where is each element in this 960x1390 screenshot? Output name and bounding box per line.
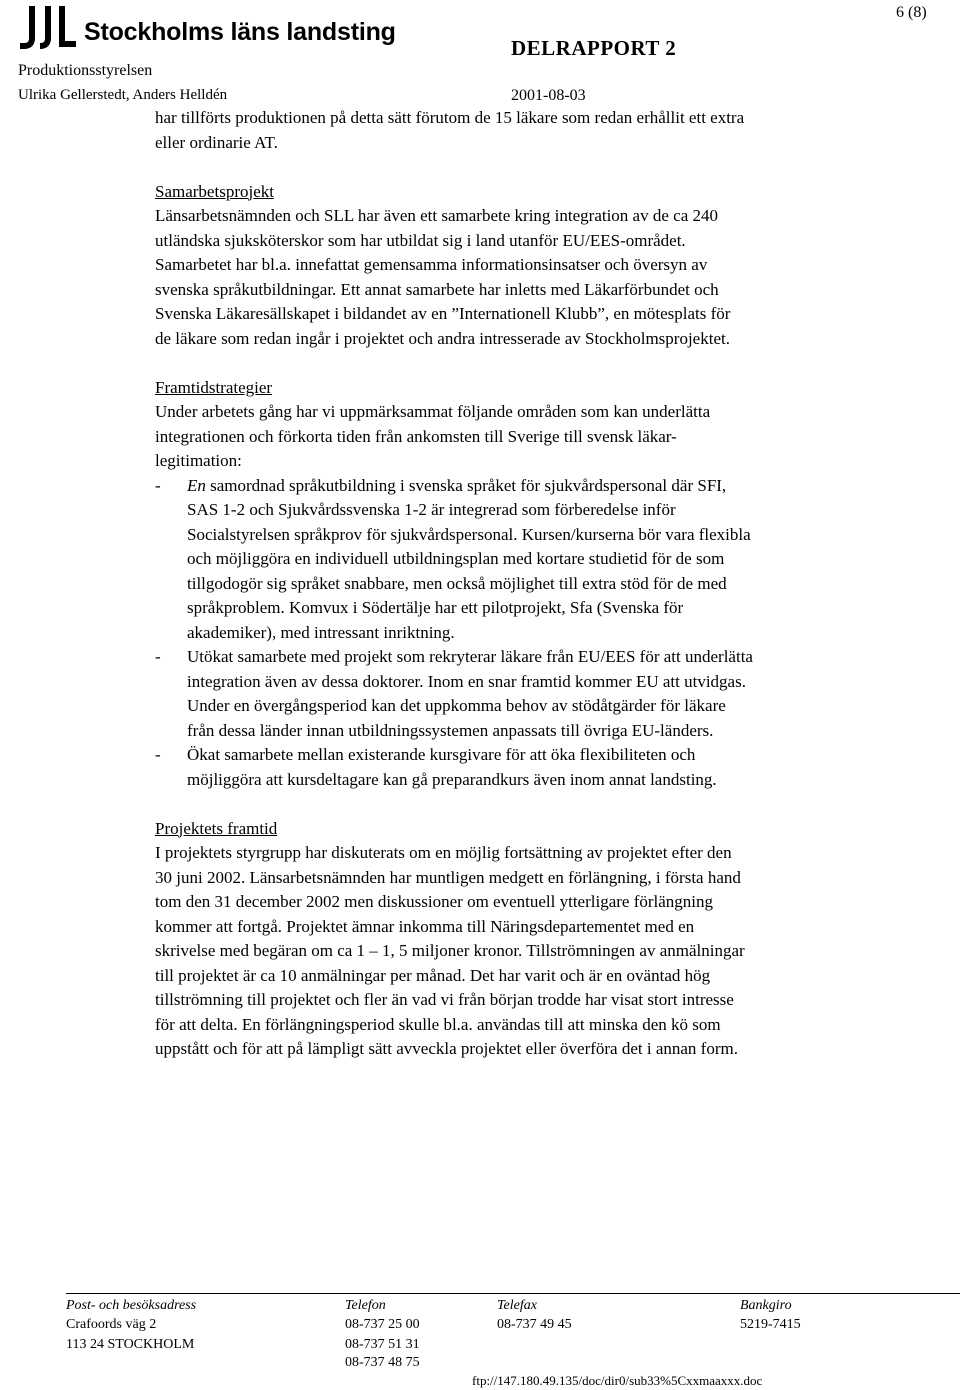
section-heading-projekt: Projektets framtid <box>155 818 278 838</box>
authors: Ulrika Gellerstedt, Anders Helldén <box>18 87 228 103</box>
footer-address-line: 113 24 STOCKHOLM <box>66 1337 195 1352</box>
footer-address-line: Crafoords väg 2 <box>66 1317 157 1332</box>
bullet-dash: - <box>155 647 161 666</box>
report-date: 2001-08-03 <box>511 87 586 104</box>
paragraph-line: utländska sjuksköterskor som har utbildat sig i land utanför EU/EES-området. <box>155 230 686 250</box>
bullet-dash: - <box>155 475 161 495</box>
paragraph-line: svenska språkutbildningar. Ett annat samarbete har inletts med Läkarförbundet och <box>155 279 719 299</box>
paragraph-line: Samarbetet har bl.a. innefattat gemensamma informationsinsatser och översyn av <box>155 255 708 274</box>
bullet-item <box>155 645 915 743</box>
bullet-item <box>155 474 915 646</box>
intro-line: har tillförts produktionen på detta sätt förutom de 15 läkare som redan erhållit ett extra <box>155 108 745 127</box>
bullet-line: tillgodogör sig språket snabbare, men också möjlighet till extra stöd för de med <box>187 573 727 593</box>
bullet-line: och möjliggöra en individuell utbildningsplan med kortare studietid för de som <box>187 549 725 568</box>
bullet-item <box>155 743 915 792</box>
bullet-lead: En <box>187 475 206 495</box>
paragraph-line: för att delta. En förlängningsperiod skulle bl.a. användas till att minska den kö som <box>155 1014 721 1034</box>
logo <box>18 4 396 54</box>
footer-phone: 08-737 48 75 <box>345 1355 420 1370</box>
paragraph-line: de läkare som redan ingår i projektet och andra intresserade av Stockholmsprojektet. <box>155 328 730 348</box>
footer-fax-label: Telefax <box>497 1298 537 1313</box>
document-body <box>155 106 915 1062</box>
bullet-line: möjliggöra att kursdeltagare kan gå preparandkurs även inom annat landsting. <box>187 769 717 789</box>
paragraph-line: 30 juni 2002. Länsarbetsnämnden har muntligen medgett en förlängning, i första hand <box>155 867 741 887</box>
paragraph-line: tillströmning till projektet och fler än vad vi från början trodde har visat stort intresse <box>155 990 734 1009</box>
bullet-line: Ökat samarbete mellan existerande kursgivare för att öka flexibiliteten och <box>187 745 696 764</box>
paragraph-line: kommer att fortgå. Projektet ämnar inkomma till Näringsdepartementet med en <box>155 916 695 936</box>
page-number: 6 (8) <box>896 4 927 21</box>
report-title: DELRAPPORT 2 <box>511 36 677 60</box>
footer-divider <box>66 1293 960 1294</box>
bullet-line: samordnad språkutbildning i svenska språket för sjukvårdspersonal där SFI, <box>205 475 727 495</box>
footer-bank-label: Bankgiro <box>740 1298 792 1313</box>
bullet-line: SAS 1-2 och Sjukvårdssvenska 1-2 är integrerad som förberedelse inför <box>187 500 676 519</box>
section-heading-samarbete: Samarbetsprojekt <box>155 181 274 201</box>
paragraph-line: till projektet är ca 10 anmälningar per månad. Det har varit och är en oväntad hög <box>155 965 711 985</box>
bullet-line: akademiker), med intressant inriktning. <box>187 622 455 642</box>
logo-text: Stockholms läns landsting <box>84 18 396 46</box>
footer-phone: 08-737 25 00 <box>345 1317 420 1332</box>
footer-bank: 5219-7415 <box>740 1317 801 1332</box>
paragraph-line: Svenska Läkaresällskapet i bildandet av en ”Internationell Klubb”, en mötesplats för <box>155 304 731 323</box>
intro-line: eller ordinarie AT. <box>155 132 278 152</box>
footer-phone: 08-737 51 31 <box>345 1337 420 1352</box>
footer-fax: 08-737 49 45 <box>497 1317 572 1332</box>
bullet-line: Socialstyrelsen språkprov för sjukvårdspersonal. Kursen/kurserna bör vara flexibla <box>187 524 751 544</box>
footer-address-label: Post- och besöksadress <box>66 1298 197 1313</box>
paragraph-line: Länsarbetsnämnden och SLL har även ett samarbete kring integration av de ca 240 <box>155 206 718 225</box>
paragraph-line: integrationen och förkorta tiden från ankomsten till Sverige till svensk läkar- <box>155 426 677 446</box>
paragraph-line: tom den 31 december 2002 men diskussioner om eventuell ytterligare förlängning <box>155 892 714 911</box>
bullet-line: från dessa länder innan utbildningssystemen anpassats till övriga EU-länders. <box>187 720 714 740</box>
bullet-line: Utökat samarbete med projekt som rekryterar läkare från EU/EES för att underlätta <box>187 647 753 666</box>
bullet-line: språkproblem. Komvux i Södertälje har ett pilotprojekt, Sfa (Svenska för <box>187 598 684 617</box>
paragraph-line: uppstått och för att på lämpligt sätt avveckla projektet eller överföra det i annan form. <box>155 1039 738 1058</box>
footer-file-path: ftp://147.180.49.135/doc/dir0/sub33%5Cxxmaaxxx.doc <box>472 1373 763 1388</box>
organization: Produktionsstyrelsen <box>18 62 153 79</box>
paragraph-line: I projektets styrgrupp har diskuterats om en möjlig fortsättning av projektet efter den <box>155 843 732 862</box>
paragraph-line: Under arbetets gång har vi uppmärksammat följande områden som kan underlätta <box>155 402 711 421</box>
paragraph-line: legitimation: <box>155 451 242 470</box>
bullet-line: integration även av dessa doktorer. Inom en snar framtid kommer EU att utvidgas. <box>187 671 746 691</box>
paragraph-line: skrivelse med begäran om ca 1 – 1, 5 miljoner kronor. Tillströmningen av anmälningar <box>155 941 745 960</box>
bullet-line: Under en övergångsperiod kan det uppkomma behov av stödåtgärder för läkare <box>187 696 726 715</box>
bullet-dash: - <box>155 745 161 764</box>
section-heading-framtid: Framtidstrategier <box>155 377 273 397</box>
sll-logo-icon <box>18 4 78 50</box>
footer-phone-label: Telefon <box>345 1298 386 1313</box>
